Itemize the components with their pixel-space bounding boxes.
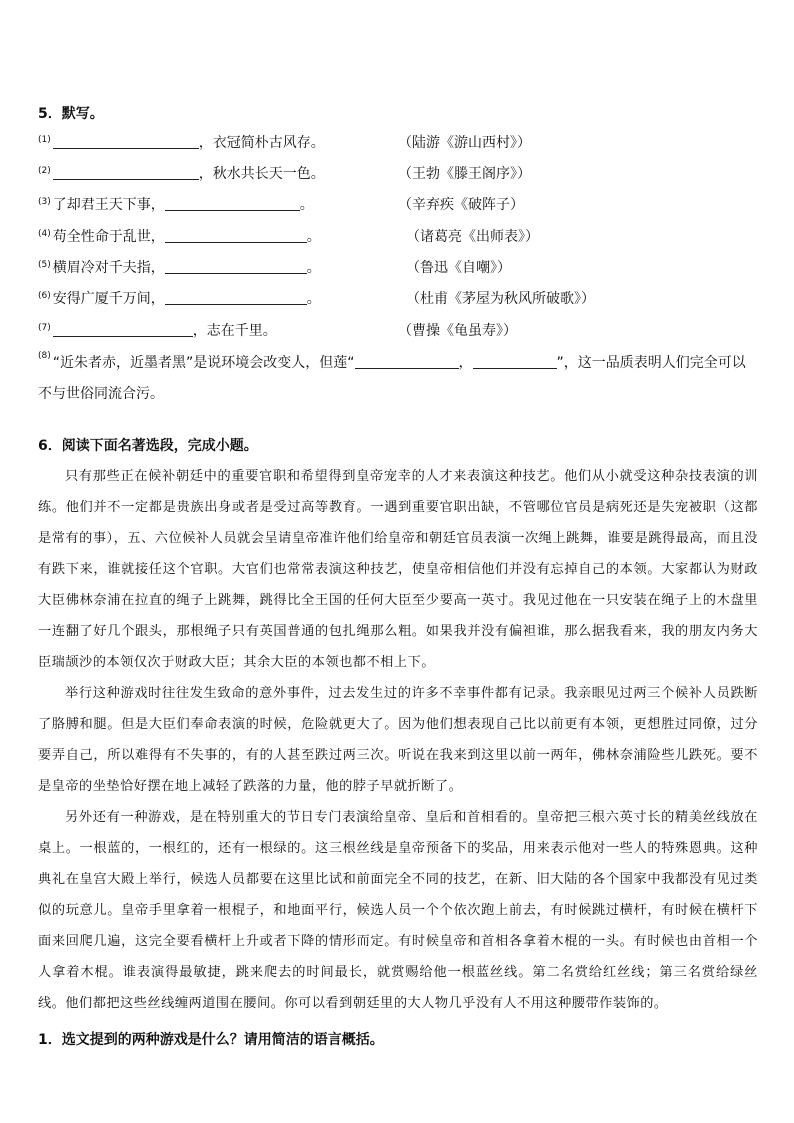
item-text-end: 。 [306, 291, 321, 307]
answer-blank[interactable] [165, 195, 300, 211]
item-source: （辛弃疾《破阵子） [398, 197, 524, 213]
fill-item-6 [38, 288, 768, 310]
item-text-end: 。 [299, 197, 314, 213]
answer-blank[interactable] [53, 164, 199, 180]
item-text: 安得广厦千万间， [52, 291, 165, 307]
item-text: 苟全性命于乱世， [52, 229, 165, 245]
item-number: (4) [38, 229, 51, 239]
question-5-title: 5．默写。 [38, 106, 104, 122]
item-text: “近朱者赤，近墨者黑”是说环境会改变人，但莲“ [52, 355, 355, 371]
item-text: ，衣冠简朴古风存。 [198, 135, 325, 151]
item-number: (5) [38, 260, 51, 270]
item-text: ， [458, 355, 473, 371]
fill-item-8 [38, 348, 768, 410]
item-source: （曹操《龟虽寿》） [398, 323, 517, 339]
answer-blank[interactable] [165, 258, 307, 274]
passage-paragraph: 只有那些正在候补朝廷中的重要官职和希望得到皇帝宠幸的人才来表演这种技艺。他们从小就受这种杂技表演的训练。他们并不一定都是贵族出身或者是受过高等教育。一遇到重要官职出缺，不管哪位官员是病死还是失宠被职（这都是常有的事），五、六位候补人员就会呈请皇帝准许他们给皇帝和朝廷官员表演一次绳上跳舞，谁要是跳得最高，而且没有跌下来，谁就接任这个官职。大官们也常常表演这种技艺，使皇帝相信他们并没有忘掉自己的本领。大家都认为财政大臣佛林奈浦在拉直的绳子上跳舞，跳得比全王国的任何大臣至少要高一英寸。我见过他在一只安装在绳子上的木盘里一连翻了好几个跟头，那根绳子只有英国普通的包扎绳那么粗。如果我并没有偏袒谁，那么据我看来，我的朋友内务大臣瑞颉沙的本领仅次于财政大臣；其余大臣的本领也都不相上下。 [38, 469, 758, 670]
item-source: （王勃《滕王阁序》） [398, 166, 531, 182]
item-number: (3) [38, 197, 51, 207]
item-source: （诸葛亮《出师表》） [406, 229, 539, 245]
item-number: (6) [38, 291, 51, 301]
item-text: 横眉冷对千夫指， [52, 260, 165, 276]
item-number: (7) [38, 323, 51, 333]
answer-blank[interactable] [53, 133, 199, 149]
question-6-title: 6．阅读下面名著选段，完成小题。 [38, 438, 258, 454]
answer-blank[interactable] [355, 353, 459, 369]
answer-blank[interactable] [53, 321, 193, 337]
passage-paragraph: 举行这种游戏时往往发生致命的意外事件，过去发生过的许多不幸事件都有记录。我亲眼见过两三个候补人员跌断了胳膊和腿。但是大臣们奉命表演的时候，危险就更大了。因为他们想表现自己比以前更有本领，更想胜过同僚，过分要弄自己，所以难得有不失事的，有的人甚至跌过两三次。听说在我来到这里以前一两年，佛林奈浦险些儿跌死。要不是皇帝的坐垫恰好摆在地上减轻了跌落的力量，他的脖子早就折断了。 [38, 686, 758, 794]
answer-blank[interactable] [165, 227, 307, 243]
item-text-continued: 不与世俗同流合污。 [38, 386, 164, 402]
item-source: （鲁迅《自嘲》） [406, 260, 511, 276]
item-number: (8) [38, 351, 51, 361]
item-text: ”，这一品质表明人们完全可以 [556, 355, 746, 371]
fill-item-1 [38, 132, 768, 154]
answer-blank[interactable] [165, 289, 307, 305]
item-text: ，志在千里。 [192, 323, 277, 339]
item-text-end: 。 [306, 260, 321, 276]
reading-passage [38, 461, 758, 1019]
fill-item-7 [38, 320, 768, 342]
fill-item-2 [38, 163, 768, 185]
fill-item-4 [38, 226, 768, 248]
item-text: ，秋水共长天一色。 [198, 166, 325, 182]
item-number: (2) [38, 166, 51, 176]
fill-item-5 [38, 257, 768, 279]
item-text: 了却君王天下事， [52, 197, 165, 213]
item-text-end: 。 [306, 229, 321, 245]
passage-paragraph: 另外还有一种游戏，是在特别重大的节日专门表演给皇帝、皇后和首相看的。皇帝把三根六英寸长的精美丝线放在桌上。一根蓝的，一根红的，还有一根绿的。这三根丝线是皇帝预备下的奖品，用来表示他对一些人的特殊恩典。这种典礼在皇宫大殿上举行，候选人员都要在这里比试和前面完全不同的技艺，在新、旧大陆的各个国家中我都没有见过类似的玩意儿。皇帝手里拿着一根棍子，和地面平行，候选人员一个个依次跑上前去，有时候跳过横杆，有时候在横杆下面来回爬几遍，这完全要看横杆上升或者下降的情形而定。有时候皇帝和首相各拿着木棍的一头。有时候也由首相一个人拿着木棍。谁表演得最敏捷，跳来爬去的时间最长，就赏赐给他一根蓝丝线。第二名赏给红丝线；第三名赏给绿丝线。他们都把这些丝线缠两道围在腰间。你可以看到朝廷里的大人物几乎没有人不用这种腰带作装饰的。 [38, 810, 758, 1011]
item-number: (1) [38, 135, 51, 145]
item-source: （杜甫《茅屋为秋风所破歌》） [406, 291, 595, 307]
fill-item-3 [38, 194, 768, 216]
sub-question-1: 1．选文提到的两种游戏是什么？请用简洁的语言概括。 [38, 1032, 384, 1048]
item-source: （陆游《游山西村》） [398, 135, 531, 151]
answer-blank[interactable] [473, 353, 557, 369]
